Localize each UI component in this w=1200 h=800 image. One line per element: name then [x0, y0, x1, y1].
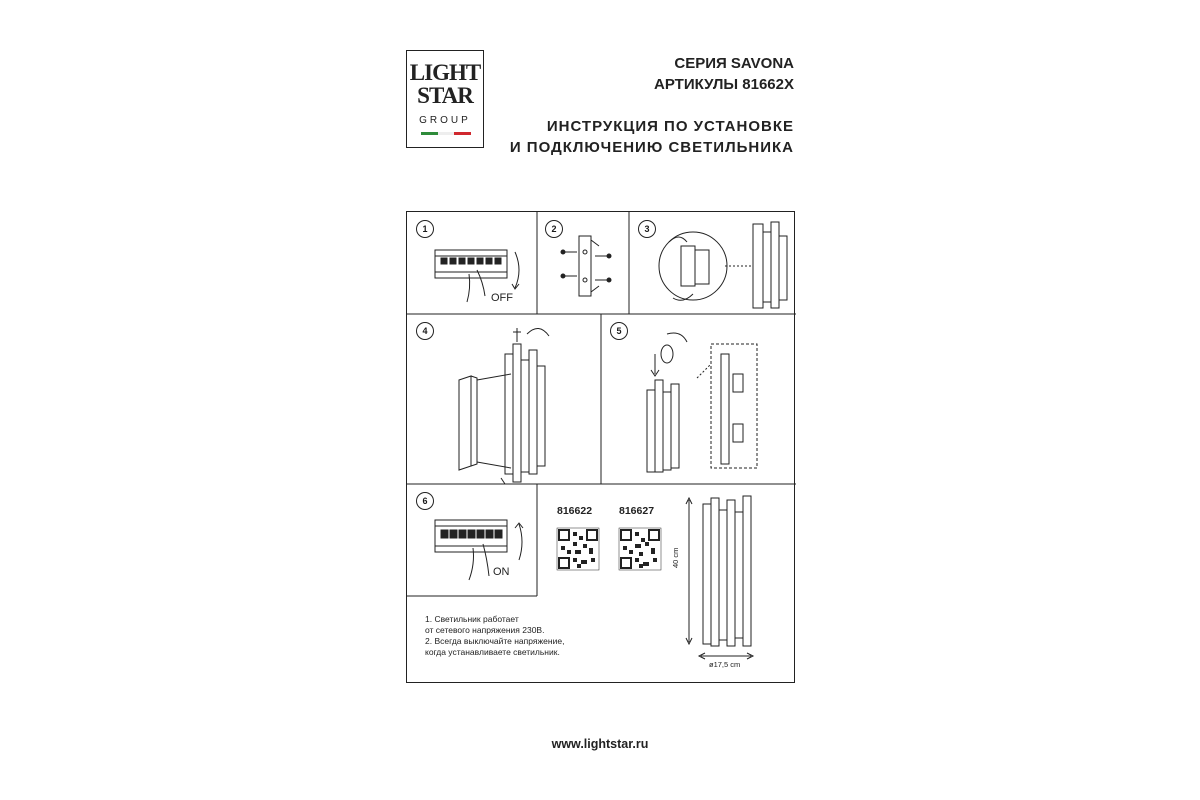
website-url[interactable]: www.lightstar.ru — [551, 737, 649, 751]
article-numbers: АРТИКУЛЫ 81662X — [654, 76, 794, 93]
instruction-title-line1: ИНСТРУКЦИЯ ПО УСТАНОВКЕ — [546, 118, 794, 135]
series-header — [654, 53, 794, 95]
product-code-2: 816627 — [619, 505, 655, 517]
safety-notes — [425, 614, 564, 658]
step-3-number: 3 — [638, 220, 656, 238]
series-name: СЕРИЯ SAVONA — [674, 55, 794, 72]
height-dimension-label: 40 cm — [671, 547, 680, 568]
logo-text-group: GROUP — [419, 115, 471, 126]
note-line-2: от сетевого напряжения 230В. — [425, 625, 545, 635]
logo-text-star: STAR — [417, 83, 473, 108]
instruction-sheet — [406, 211, 795, 683]
step-1-number: 1 — [416, 220, 434, 238]
on-label: ON — [493, 566, 510, 578]
instruction-title — [510, 116, 794, 158]
instruction-title-line2: И ПОДКЛЮЧЕНИЮ СВЕТИЛЬНИКА — [509, 139, 794, 156]
note-line-1: 1. Светильник работает — [425, 614, 519, 624]
off-label: OFF — [491, 292, 513, 304]
logo-text-light: LIGHT — [409, 60, 481, 85]
product-code-1: 816622 — [557, 505, 593, 517]
note-line-4: когда устанавливаете светильник. — [425, 647, 560, 657]
brand-logo — [406, 50, 484, 148]
step-4-number: 4 — [416, 322, 434, 340]
fixture-dimension-drawing — [686, 496, 753, 659]
note-line-3: 2. Всегда выключайте напряжение, — [425, 636, 565, 646]
diameter-dimension-label: ø17,5 cm — [709, 660, 741, 669]
step-2-number: 2 — [545, 220, 563, 238]
italian-flag-icon — [421, 132, 471, 135]
qr-code-816627-icon — [619, 528, 661, 570]
step-5-number: 5 — [610, 322, 628, 340]
qr-code-816622-icon — [557, 528, 599, 570]
step-6-number: 6 — [416, 492, 434, 510]
